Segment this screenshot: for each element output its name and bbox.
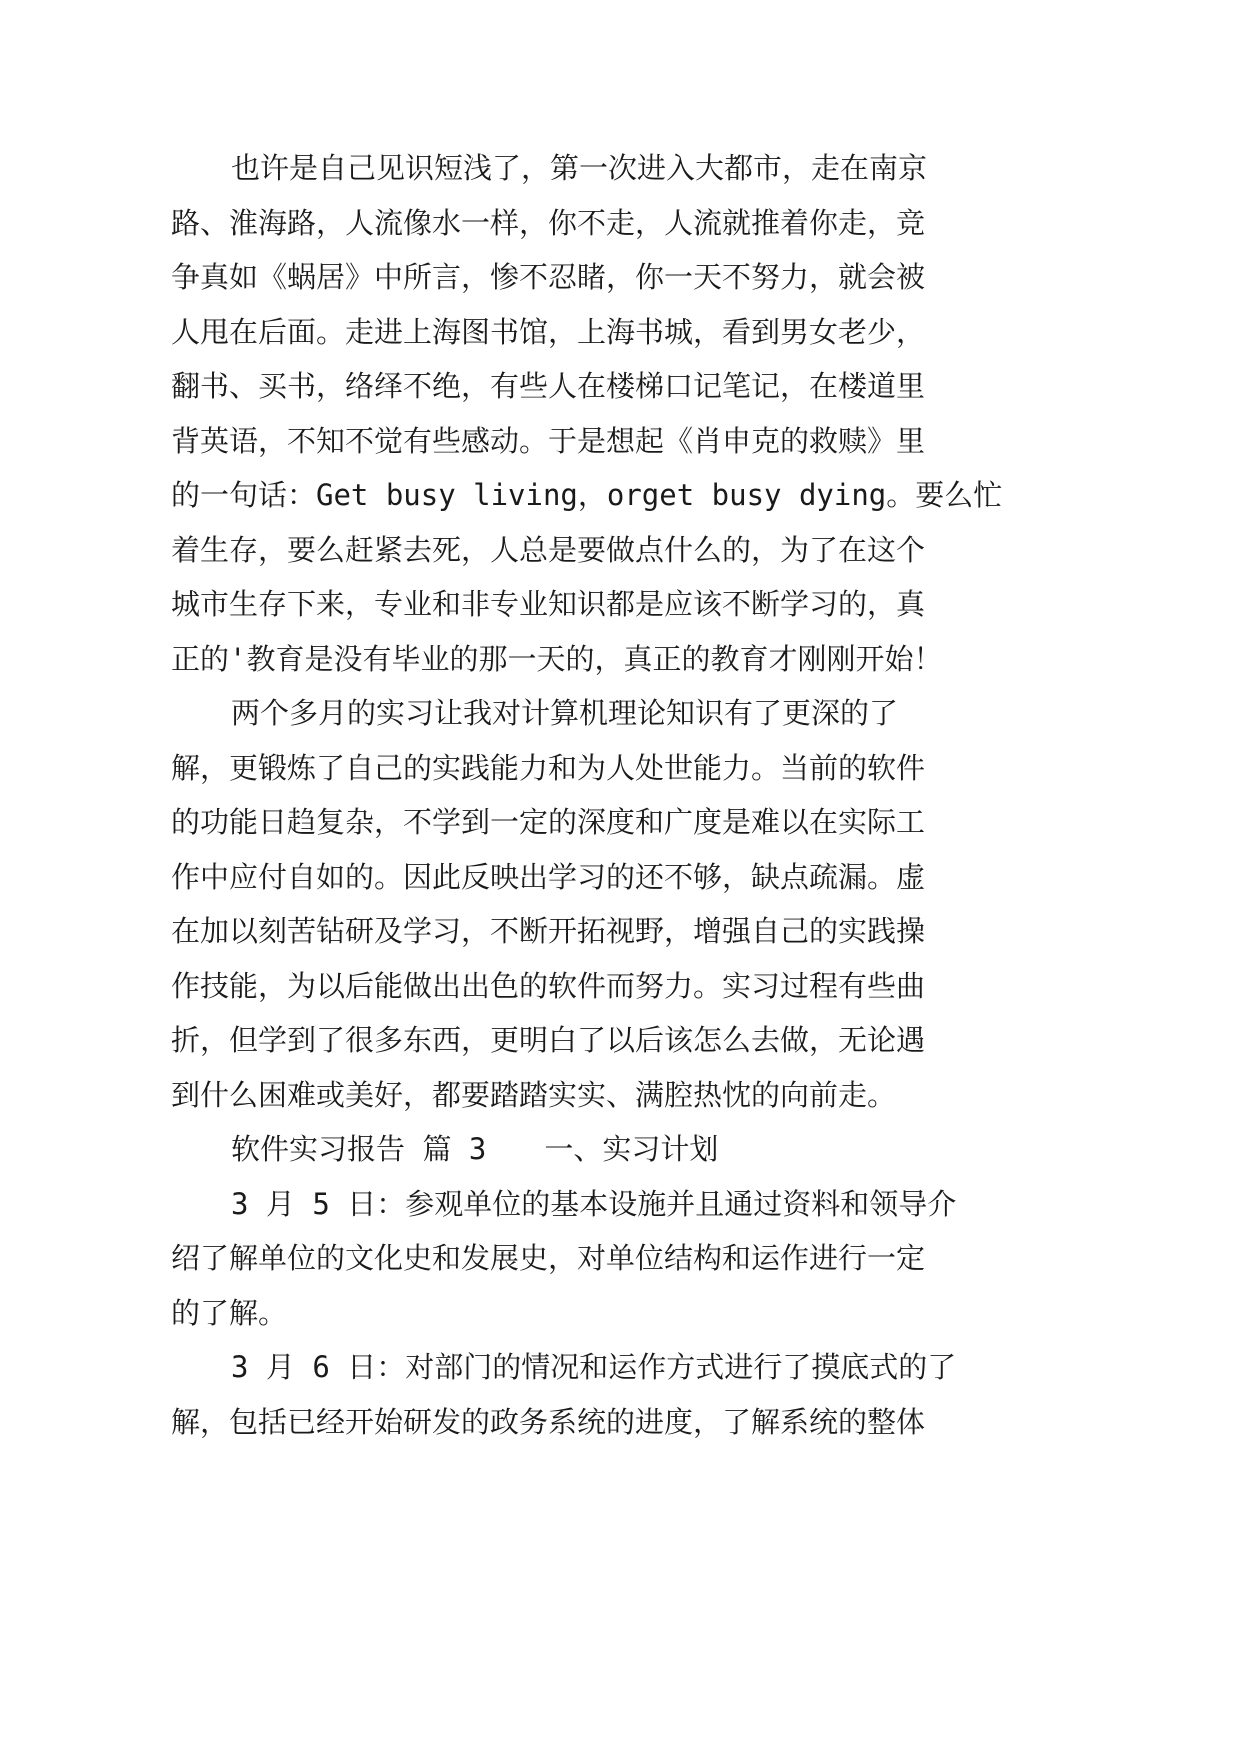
text-line: 着生存，要么赶紧去死，人总是要做点什么的，为了在这个 bbox=[171, 533, 926, 567]
text-line: 3 月 6 日：对部门的情况和运作方式进行了摸底式的了 bbox=[231, 1350, 957, 1384]
text-line: 人甩在后面。走进上海图书馆，上海书城，看到男女老少， bbox=[171, 315, 926, 349]
text-line: 争真如《蜗居》中所言，惨不忍睹，你一天不努力，就会被 bbox=[171, 260, 926, 294]
text-line: 3 月 5 日：参观单位的基本设施并且通过资料和领导介 bbox=[231, 1187, 957, 1221]
text-line: 的了解。 bbox=[171, 1296, 288, 1330]
text-line: 折，但学到了很多东西，更明白了以后该怎么去做，无论遇 bbox=[171, 1023, 926, 1057]
text-line: 作技能，为以后能做出出色的软件而努力。实习过程有些曲 bbox=[171, 969, 926, 1003]
text-line: 背英语，不知不觉有些感动。于是想起《肖申克的救赎》里 bbox=[171, 424, 926, 458]
text-line: 路、淮海路，人流像水一样，你不走，人流就推着你走，竞 bbox=[171, 206, 926, 240]
text-line: 两个多月的实习让我对计算机理论知识有了更深的了 bbox=[231, 696, 899, 730]
section-heading: 软件实习报告 篇 3 一、实习计划 bbox=[231, 1132, 719, 1166]
text-line: 到什么困难或美好，都要踏踏实实、满腔热忱的向前走。 bbox=[171, 1078, 897, 1112]
text-line: 解，更锻炼了自己的实践能力和为人处世能力。当前的软件 bbox=[171, 751, 926, 785]
text-line: 城市生存下来，专业和非专业知识都是应该不断学习的，真 bbox=[171, 587, 926, 621]
text-line: 作中应付自如的。因此反映出学习的还不够，缺点疏漏。虚 bbox=[171, 860, 926, 894]
text-line: 在加以刻苦钻研及学习，不断开拓视野，增强自己的实践操 bbox=[171, 914, 926, 948]
text-line: 也许是自己见识短浅了，第一次进入大都市，走在南京 bbox=[231, 151, 928, 185]
text-line: 翻书、买书，络绎不绝，有些人在楼梯口记笔记，在楼道里 bbox=[171, 369, 926, 403]
text-line: 解，包括已经开始研发的政务系统的进度，了解系统的整体 bbox=[171, 1405, 926, 1439]
text-line: 绍了解单位的文化史和发展史，对单位结构和运作进行一定 bbox=[171, 1241, 926, 1275]
text-line: 正的'教育是没有毕业的那一天的，真正的教育才刚刚开始！ bbox=[171, 642, 943, 676]
text-line: 的一句话：Get busy living，orget busy dying。要么忙 bbox=[171, 478, 1003, 512]
text-line: 的功能日趋复杂，不学到一定的深度和广度是难以在实际工 bbox=[171, 805, 926, 839]
